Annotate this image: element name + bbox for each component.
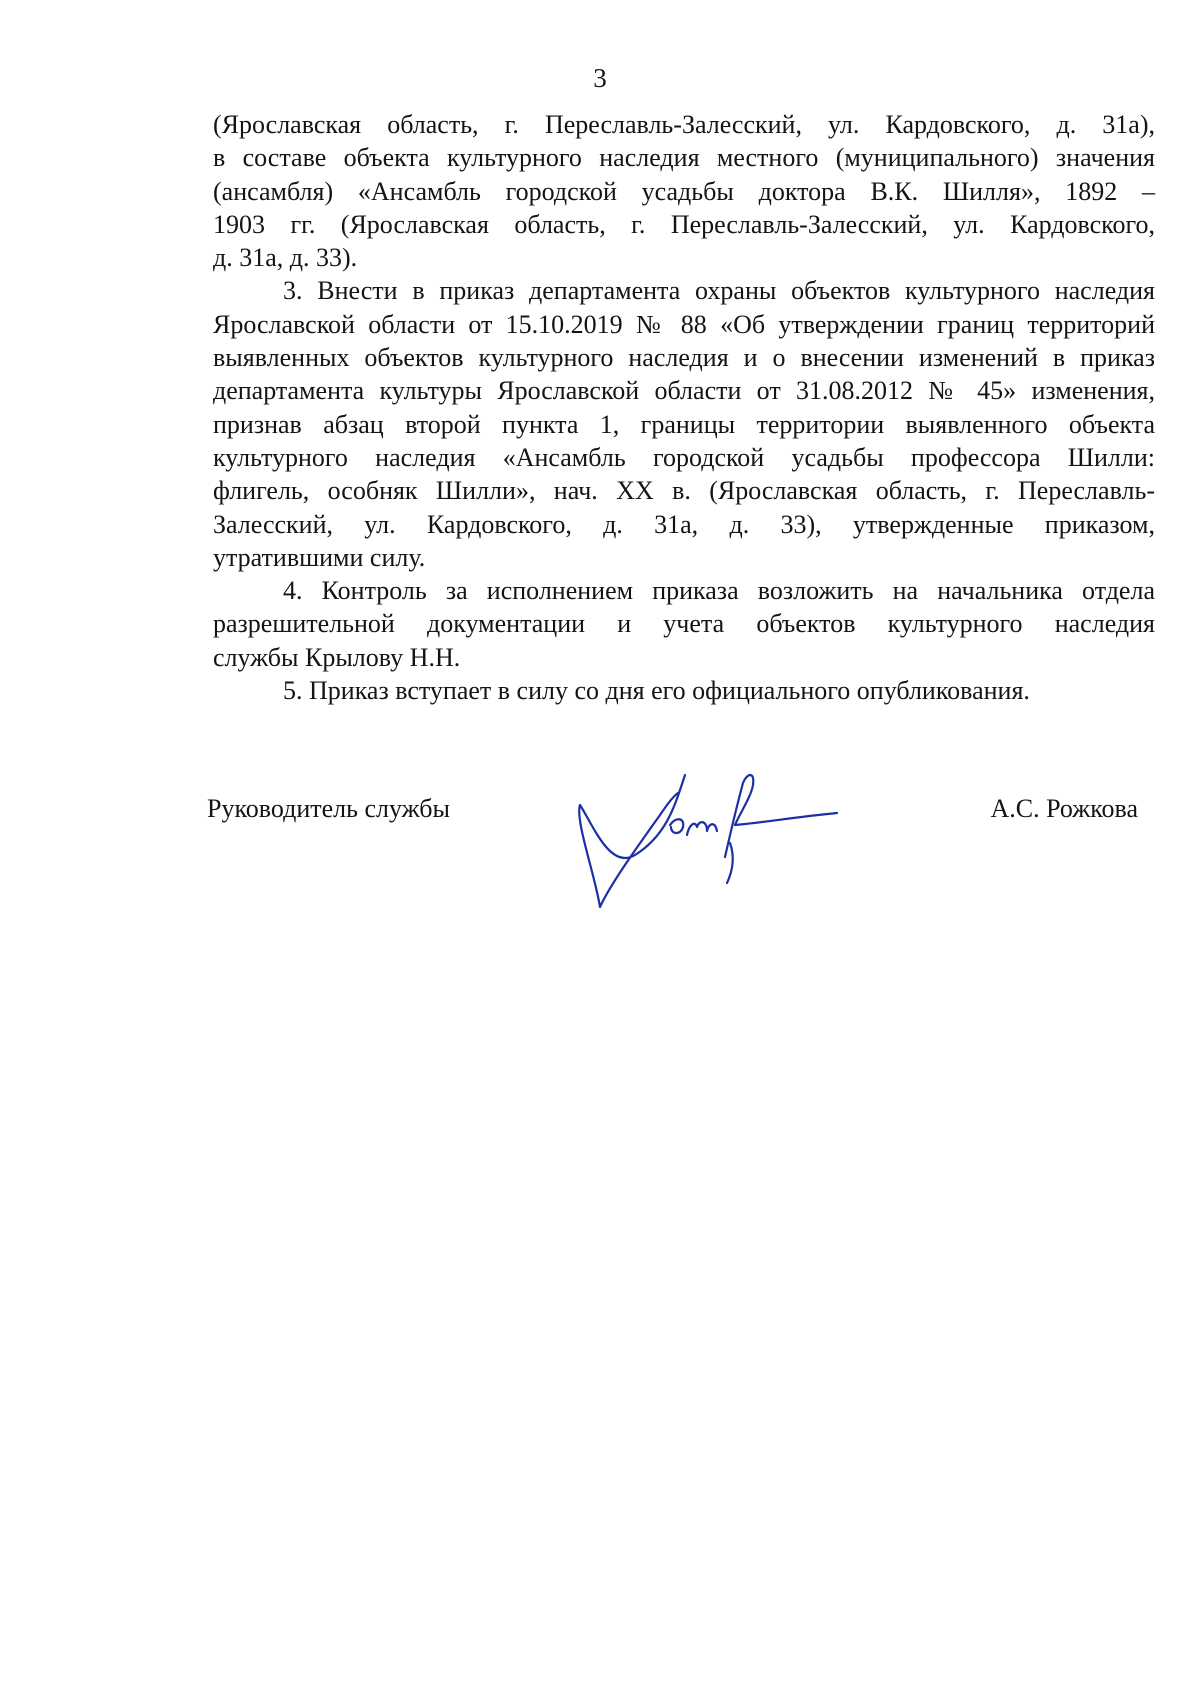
paragraph-item-4 <box>213 574 1155 674</box>
document-body <box>213 108 1155 707</box>
text-line: (ансамбля) «Ансамбль городской усадьбы доктора В.К. Шилля», 1892 – <box>213 176 1155 206</box>
text-line: выявленных объектов культурного наследия и о внесении изменений в приказ <box>213 343 1155 373</box>
signatory-title: Руководитель службы <box>207 794 450 823</box>
text-line: 1903 гг. (Ярославская область, г. Переславль-Залесский, ул. Кардовского, <box>213 209 1155 239</box>
text-line: 5. Приказ вступает в силу со дня его официального опубликования. <box>283 676 1030 706</box>
text-line: (Ярославская область, г. Переславль-Залесский, ул. Кардовского, д. 31а), <box>213 110 1155 139</box>
text-line: д. 31а, д. 33). <box>213 243 358 273</box>
text-line: признав абзац второй пункта 1, границы территории выявленного объекта <box>213 409 1155 439</box>
paragraph-item-3 <box>213 274 1155 574</box>
text-line: 3. Внести в приказ департамента охраны объектов культурного наследия <box>283 276 1155 306</box>
paragraph-item-5 <box>213 674 1155 707</box>
page-number: 3 <box>593 63 607 93</box>
text-line: Залесский, ул. Кардовского, д. 31а, д. 33), утвержденные приказом, <box>213 509 1155 539</box>
text-line: разрешительной документации и учета объектов культурного наследия <box>213 609 1155 639</box>
text-line: Ярославской области от 15.10.2019 № 88 «Об утверждении границ территорий <box>213 309 1155 339</box>
handwritten-signature <box>575 765 855 915</box>
text-line: утратившими силу. <box>213 542 426 572</box>
paragraph-continuation <box>213 108 1155 274</box>
text-line: департамента культуры Ярославской области от 31.08.2012 № 45» изменения, <box>213 376 1155 406</box>
text-line: культурного наследия «Ансамбль городской усадьбы профессора Шилли: <box>213 442 1155 472</box>
text-line: службы Крылову Н.Н. <box>213 642 461 672</box>
text-line: флигель, особняк Шилли», нач. XX в. (Ярославская область, г. Переславль- <box>213 476 1155 506</box>
text-line: 4. Контроль за исполнением приказа возложить на начальника отдела <box>283 576 1155 606</box>
signatory-name: А.С. Рожкова <box>990 794 1138 823</box>
text-line: в составе объекта культурного наследия местного (муниципального) значения <box>213 143 1155 173</box>
